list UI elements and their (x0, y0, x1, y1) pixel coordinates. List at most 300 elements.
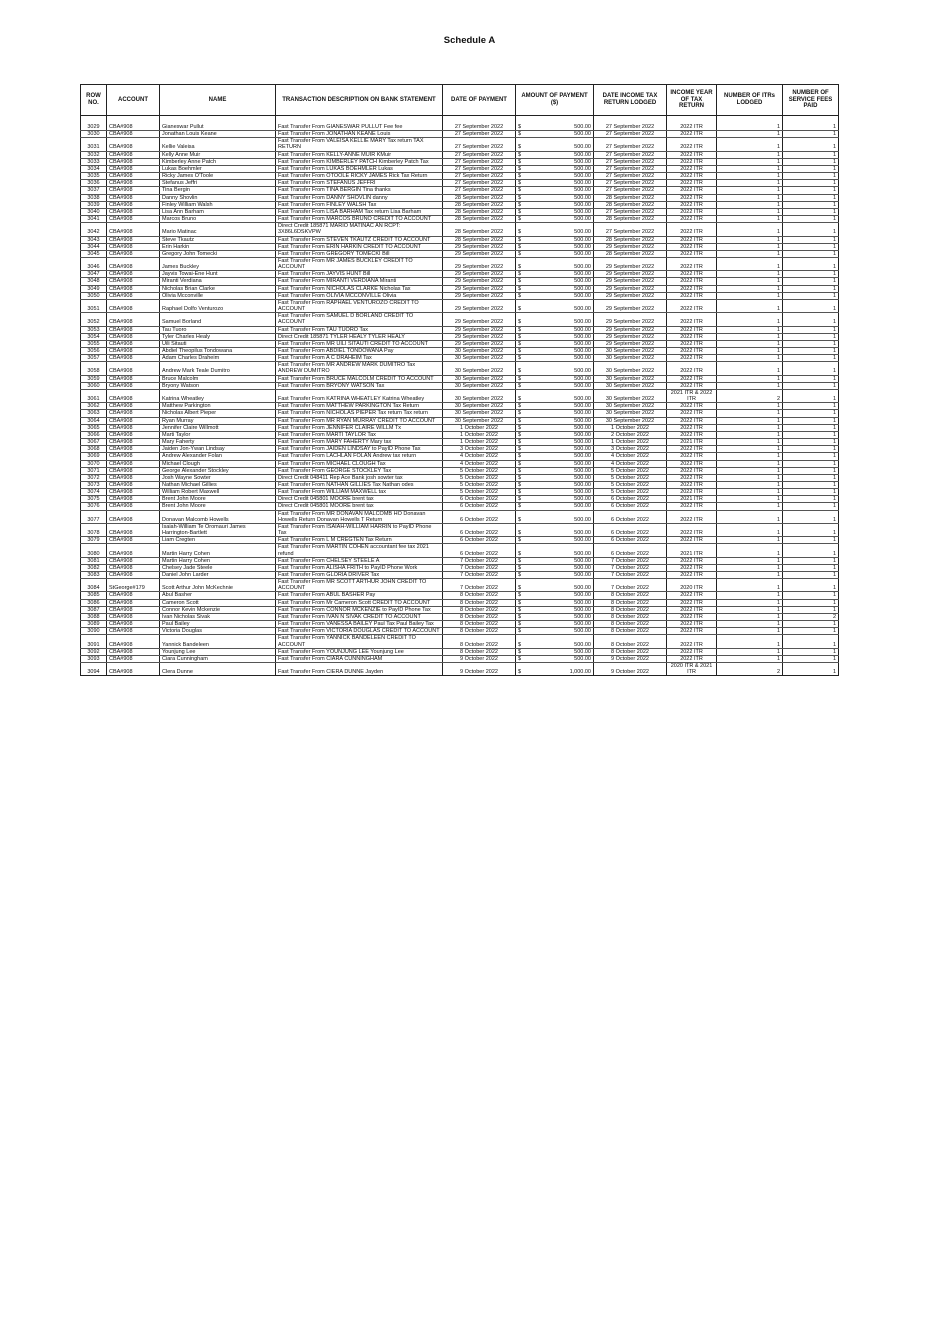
table-row (81, 151, 839, 158)
cell-date-of-payment: 27 September 2022 (443, 187, 516, 194)
cell-row-no: 3060 (81, 382, 107, 389)
table-row (81, 194, 839, 201)
cell-row-no: 3091 (81, 635, 107, 648)
cell-service-fees: 1 (783, 467, 839, 474)
cell-date-lodged: 29 September 2022 (594, 333, 667, 340)
cell-account: CBA#908 (107, 151, 160, 158)
cell-date-lodged: 5 October 2022 (594, 489, 667, 496)
cell-row-no: 3067 (81, 439, 107, 446)
cell-income-year: 2022 ITR (667, 124, 717, 131)
table-row (81, 313, 839, 326)
cell-account: CBA#908 (107, 173, 160, 180)
cell-date-lodged: 7 October 2022 (594, 557, 667, 564)
cell-row-no: 3029 (81, 124, 107, 131)
cell-date-lodged: 5 October 2022 (594, 481, 667, 488)
cell-amount (516, 375, 594, 382)
cell-date-lodged: 28 September 2022 (594, 236, 667, 243)
cell-name: James Buckley (160, 257, 276, 270)
cell-account: CBA#908 (107, 572, 160, 579)
cell-service-fees: 1 (783, 271, 839, 278)
table-row (81, 564, 839, 571)
cell-row-no: 3054 (81, 333, 107, 340)
cell-date-of-payment: 6 October 2022 (443, 523, 516, 536)
cell-name: Nicholas Brian Clarke (160, 285, 276, 292)
cell-name: Jonathan Louis Keane (160, 131, 276, 138)
cell-row-no: 3043 (81, 236, 107, 243)
cell-amount (516, 389, 594, 402)
cell-date-of-payment: 7 October 2022 (443, 572, 516, 579)
cell-date-of-payment: 29 September 2022 (443, 271, 516, 278)
cell-row-no: 3037 (81, 187, 107, 194)
amount-value: 500.00 (574, 250, 591, 257)
cell-itrs-lodged: 1 (717, 635, 783, 648)
cell-row-no: 3039 (81, 201, 107, 208)
table-row (81, 439, 839, 446)
currency-symbol: $ (518, 151, 522, 158)
cell-account: CBA#908 (107, 621, 160, 628)
table-row (81, 613, 839, 620)
cell-date-lodged: 30 September 2022 (594, 362, 667, 375)
cell-itrs-lodged: 1 (717, 187, 783, 194)
cell-date-of-payment: 5 October 2022 (443, 489, 516, 496)
table-row (81, 375, 839, 382)
cell-income-year: 2022 ITR (667, 481, 717, 488)
cell-service-fees: 1 (783, 257, 839, 270)
currency-symbol: $ (518, 585, 522, 592)
cell-service-fees: 1 (783, 599, 839, 606)
cell-service-fees: 1 (783, 557, 839, 564)
cell-itrs-lodged: 1 (717, 362, 783, 375)
table-row (81, 187, 839, 194)
cell-row-no: 3041 (81, 216, 107, 223)
cell-name: Lukas Boehmler (160, 165, 276, 172)
cell-description: Fast Transfer From CIARA CUNNINGHAM (276, 655, 443, 662)
cell-income-year: 2022 ITR (667, 503, 717, 510)
cell-itrs-lodged: 1 (717, 453, 783, 460)
cell-description: Fast Transfer From MARTI TAYLOR Tax (276, 431, 443, 438)
cell-date-of-payment: 29 September 2022 (443, 299, 516, 312)
cell-income-year: 2022 ITR (667, 460, 717, 467)
table-row (81, 278, 839, 285)
cell-service-fees: 1 (783, 635, 839, 648)
cell-itrs-lodged: 1 (717, 201, 783, 208)
cell-date-lodged: 8 October 2022 (594, 592, 667, 599)
cell-income-year: 2022 ITR (667, 362, 717, 375)
cell-name: Samuel Borland (160, 313, 276, 326)
table-row (81, 523, 839, 536)
cell-date-of-payment: 29 September 2022 (443, 333, 516, 340)
cell-description: Fast Transfer From MARY FAHERTY Mary tax (276, 439, 443, 446)
cell-service-fees: 1 (783, 537, 839, 544)
amount-value: 500.00 (574, 285, 591, 292)
cell-account: CBA#908 (107, 655, 160, 662)
cell-description: Fast Transfer From ERIN HARKIN CREDIT TO ACCOUNT (276, 243, 443, 250)
cell-name: Victoria Douglas (160, 628, 276, 635)
header-description: TRANSACTION DESCRIPTION ON BANK STATEMENT (276, 85, 443, 116)
currency-symbol: $ (518, 194, 522, 201)
cell-service-fees: 1 (783, 340, 839, 347)
cell-row-no: 3077 (81, 510, 107, 523)
amount-value: 500.00 (574, 489, 591, 496)
cell-date-lodged: 29 September 2022 (594, 278, 667, 285)
cell-amount (516, 510, 594, 523)
cell-service-fees: 1 (783, 243, 839, 250)
cell-amount (516, 599, 594, 606)
cell-name: Mary Faherty (160, 439, 276, 446)
cell-account: CBA#908 (107, 613, 160, 620)
cell-date-of-payment: 27 September 2022 (443, 131, 516, 138)
cell-itrs-lodged: 1 (717, 579, 783, 592)
cell-row-no: 3066 (81, 431, 107, 438)
cell-description: Fast Transfer From VANESSA BAILEY Paul Tax Paul Bailey Tax (276, 621, 443, 628)
cell-name: Brent John Moore (160, 503, 276, 510)
cell-income-year: 2022 ITR (667, 165, 717, 172)
amount-value: 1,000.00 (569, 669, 591, 676)
table-row (81, 544, 839, 557)
cell-row-no: 3092 (81, 648, 107, 655)
cell-income-year: 2022 ITR (667, 208, 717, 215)
cell-service-fees: 1 (783, 201, 839, 208)
amount-value: 500.00 (574, 530, 591, 537)
cell-income-year: 2022 ITR (667, 599, 717, 606)
table-row (81, 180, 839, 187)
currency-symbol: $ (518, 271, 522, 278)
cell-date-lodged: 8 October 2022 (594, 613, 667, 620)
cell-date-lodged: 8 October 2022 (594, 606, 667, 613)
amount-value: 500.00 (574, 564, 591, 571)
cell-row-no: 3076 (81, 503, 107, 510)
cell-itrs-lodged: 1 (717, 537, 783, 544)
cell-row-no: 3051 (81, 299, 107, 312)
cell-description: Direct Credit 048411 Rep Ace Bank josh sowter tax (276, 474, 443, 481)
cell-amount (516, 223, 594, 236)
table-row (81, 389, 839, 402)
cell-description: Fast Transfer From STEFANUS JEFFRI (276, 180, 443, 187)
cell-name: Martin Harry Cohen (160, 557, 276, 564)
cell-amount (516, 165, 594, 172)
cell-row-no: 3032 (81, 151, 107, 158)
cell-service-fees: 2 (783, 613, 839, 620)
currency-symbol: $ (518, 564, 522, 571)
currency-symbol: $ (518, 285, 522, 292)
cell-date-lodged: 29 September 2022 (594, 285, 667, 292)
cell-description: Fast Transfer From ALISHA FRITH to PayID Phone Work (276, 564, 443, 571)
cell-row-no: 3071 (81, 467, 107, 474)
currency-symbol: $ (518, 537, 522, 544)
cell-amount (516, 467, 594, 474)
cell-date-lodged: 27 September 2022 (594, 151, 667, 158)
amount-value: 500.00 (574, 424, 591, 431)
cell-income-year: 2022 ITR (667, 138, 717, 151)
cell-row-no: 3064 (81, 417, 107, 424)
cell-date-lodged: 6 October 2022 (594, 510, 667, 523)
header-date-of-payment: DATE OF PAYMENT (443, 85, 516, 116)
cell-amount (516, 362, 594, 375)
cell-service-fees: 1 (783, 628, 839, 635)
cell-date-lodged: 6 October 2022 (594, 523, 667, 536)
cell-income-year: 2022 ITR (667, 250, 717, 257)
cell-name: William Robert Maxwell (160, 489, 276, 496)
cell-itrs-lodged: 1 (717, 431, 783, 438)
cell-income-year: 2022 ITR (667, 223, 717, 236)
cell-service-fees: 1 (783, 299, 839, 312)
amount-value: 500.00 (574, 319, 591, 326)
amount-value: 500.00 (574, 292, 591, 299)
cell-itrs-lodged: 1 (717, 606, 783, 613)
cell-amount (516, 250, 594, 257)
cell-date-of-payment: 27 September 2022 (443, 151, 516, 158)
cell-itrs-lodged: 1 (717, 180, 783, 187)
cell-amount (516, 424, 594, 431)
cell-description: Fast Transfer From MR ANDREW MARK DUMITRO Tax ANDREW DUMITRO (276, 362, 443, 375)
amount-value: 500.00 (574, 572, 591, 578)
cell-date-lodged: 29 September 2022 (594, 257, 667, 270)
cell-account: CBA#908 (107, 278, 160, 285)
cell-service-fees: 1 (783, 124, 839, 131)
table-row (81, 165, 839, 172)
cell-income-year: 2020 ITR & 2021 ITR (667, 663, 717, 676)
cell-income-year: 2022 ITR (667, 299, 717, 312)
cell-account: CBA#908 (107, 481, 160, 488)
cell-income-year: 2021 ITR (667, 496, 717, 503)
cell-amount (516, 131, 594, 138)
cell-date-lodged: 27 September 2022 (594, 131, 667, 138)
cell-name: Paul Bailey (160, 621, 276, 628)
cell-service-fees: 1 (783, 158, 839, 165)
cell-date-of-payment: 29 September 2022 (443, 243, 516, 250)
cell-account: CBA#908 (107, 208, 160, 215)
table-row (81, 340, 839, 347)
cell-date-of-payment: 27 September 2022 (443, 180, 516, 187)
spacer-row (81, 116, 839, 125)
cell-name: Kimberley Anne Patch (160, 158, 276, 165)
cell-service-fees: 1 (783, 489, 839, 496)
cell-itrs-lodged: 1 (717, 628, 783, 635)
cell-date-lodged: 27 September 2022 (594, 165, 667, 172)
cell-income-year: 2022 ITR (667, 446, 717, 453)
cell-itrs-lodged: 1 (717, 333, 783, 340)
cell-income-year: 2022 ITR (667, 313, 717, 326)
cell-income-year: 2022 ITR (667, 173, 717, 180)
cell-service-fees: 1 (783, 503, 839, 510)
cell-date-lodged: 27 September 2022 (594, 173, 667, 180)
cell-itrs-lodged: 1 (717, 424, 783, 431)
currency-symbol: $ (518, 348, 522, 354)
cell-service-fees: 1 (783, 173, 839, 180)
cell-date-of-payment: 9 October 2022 (443, 663, 516, 676)
table-row (81, 173, 839, 180)
amount-value: 500.00 (574, 180, 591, 187)
table-row (81, 131, 839, 138)
table-row (81, 355, 839, 362)
cell-income-year: 2022 ITR (667, 557, 717, 564)
cell-account: CBA#908 (107, 326, 160, 333)
cell-account: CBA#908 (107, 564, 160, 571)
table-row (81, 663, 839, 676)
cell-itrs-lodged: 1 (717, 173, 783, 180)
cell-amount (516, 579, 594, 592)
cell-name: Michael Clough (160, 460, 276, 467)
cell-date-of-payment: 27 September 2022 (443, 124, 516, 131)
table-row (81, 201, 839, 208)
cell-itrs-lodged: 1 (717, 285, 783, 292)
amount-value: 500.00 (574, 368, 591, 375)
cell-account: CBA#908 (107, 250, 160, 257)
cell-date-lodged: 27 September 2022 (594, 208, 667, 215)
cell-account: CBA#908 (107, 299, 160, 312)
cell-income-year: 2022 ITR (667, 278, 717, 285)
currency-symbol: $ (518, 431, 522, 438)
cell-description: Fast Transfer From CONNOR MCKENZIE to PayID Phone Tax (276, 606, 443, 613)
cell-date-of-payment: 6 October 2022 (443, 537, 516, 544)
cell-description: Fast Transfer From MATTHEW PARKINGTON Tax Return (276, 403, 443, 410)
cell-itrs-lodged: 1 (717, 375, 783, 382)
cell-date-of-payment: 29 September 2022 (443, 292, 516, 299)
amount-value: 500.00 (574, 375, 591, 382)
amount-value: 500.00 (574, 613, 591, 620)
cell-name: Ryan Murray (160, 417, 276, 424)
cell-amount (516, 537, 594, 544)
cell-service-fees: 1 (783, 544, 839, 557)
cell-name: Miranti Verdiana (160, 278, 276, 285)
cell-date-lodged: 9 October 2022 (594, 663, 667, 676)
cell-description: Fast Transfer From GIANESWAR PULLUT Fee fee (276, 124, 443, 131)
cell-date-of-payment: 5 October 2022 (443, 481, 516, 488)
cell-service-fees: 1 (783, 606, 839, 613)
table-row (81, 446, 839, 453)
cell-row-no: 3086 (81, 599, 107, 606)
amount-value: 500.00 (574, 599, 591, 606)
amount-value: 500.00 (574, 396, 591, 403)
cell-date-lodged: 9 October 2022 (594, 655, 667, 662)
cell-description: Fast Transfer From KATRINA WHEATLEY Katrina Wheatley (276, 389, 443, 402)
cell-row-no: 3088 (81, 613, 107, 620)
table-row (81, 223, 839, 236)
currency-symbol: $ (518, 165, 522, 172)
cell-itrs-lodged: 1 (717, 271, 783, 278)
amount-value: 500.00 (574, 333, 591, 340)
cell-itrs-lodged: 1 (717, 523, 783, 536)
currency-symbol: $ (518, 236, 522, 243)
cell-amount (516, 326, 594, 333)
cell-service-fees: 1 (783, 564, 839, 571)
cell-description: Direct Credit 045801 MOORE brent tax (276, 496, 443, 503)
currency-symbol: $ (518, 439, 522, 446)
header-service-fees: NUMBER OF SERVICE FEES PAID (783, 85, 839, 116)
amount-value: 500.00 (574, 158, 591, 165)
cell-date-of-payment: 7 October 2022 (443, 557, 516, 564)
header-income-year: INCOME YEAR OF TAX RETURN (667, 85, 717, 116)
table-row (81, 460, 839, 467)
cell-date-lodged: 27 September 2022 (594, 124, 667, 131)
cell-service-fees: 1 (783, 474, 839, 481)
cell-name: Abdiel Theopilus Tondowana (160, 348, 276, 355)
cell-name: Clera Dunne (160, 663, 276, 676)
cell-income-year: 2022 ITR (667, 537, 717, 544)
cell-service-fees: 1 (783, 292, 839, 299)
cell-date-of-payment: 28 September 2022 (443, 201, 516, 208)
cell-name: Finley William Walsh (160, 201, 276, 208)
currency-symbol: $ (518, 628, 522, 635)
cell-date-of-payment: 30 September 2022 (443, 362, 516, 375)
currency-symbol: $ (518, 250, 522, 257)
cell-service-fees: 1 (783, 460, 839, 467)
cell-date-of-payment: 6 October 2022 (443, 496, 516, 503)
cell-amount (516, 201, 594, 208)
cell-description: Fast Transfer From BRYONY WATSON Tax (276, 382, 443, 389)
table-body (81, 116, 839, 676)
amount-value: 500.00 (574, 144, 591, 151)
amount-value: 500.00 (574, 585, 591, 592)
cell-service-fees: 1 (783, 592, 839, 599)
cell-itrs-lodged: 1 (717, 474, 783, 481)
cell-row-no: 3075 (81, 496, 107, 503)
cell-date-lodged: 27 September 2022 (594, 138, 667, 151)
cell-row-no: 3045 (81, 250, 107, 257)
cell-income-year: 2022 ITR (667, 340, 717, 347)
currency-symbol: $ (518, 319, 522, 326)
cell-name: Stefanus Jeffri (160, 180, 276, 187)
cell-row-no: 3087 (81, 606, 107, 613)
cell-date-of-payment: 8 October 2022 (443, 613, 516, 620)
cell-itrs-lodged: 1 (717, 503, 783, 510)
cell-date-of-payment: 8 October 2022 (443, 628, 516, 635)
cell-itrs-lodged: 1 (717, 446, 783, 453)
cell-row-no: 3072 (81, 474, 107, 481)
cell-account: CBA#908 (107, 333, 160, 340)
cell-account: CBA#908 (107, 131, 160, 138)
currency-symbol: $ (518, 424, 522, 431)
cell-description: Fast Transfer From LUKAS BOEHMLER Lukas (276, 165, 443, 172)
cell-itrs-lodged: 1 (717, 299, 783, 312)
cell-account: CBA#908 (107, 453, 160, 460)
cell-date-of-payment: 8 October 2022 (443, 621, 516, 628)
cell-income-year: 2022 ITR (667, 621, 717, 628)
cell-row-no: 3056 (81, 348, 107, 355)
table-row (81, 382, 839, 389)
cell-name: Marcos Bruno (160, 216, 276, 223)
cell-itrs-lodged: 1 (717, 489, 783, 496)
cell-date-lodged: 28 September 2022 (594, 250, 667, 257)
cell-amount (516, 481, 594, 488)
cell-itrs-lodged: 1 (717, 481, 783, 488)
currency-symbol: $ (518, 340, 522, 347)
cell-income-year: 2022 ITR (667, 257, 717, 270)
cell-service-fees: 1 (783, 348, 839, 355)
cell-amount (516, 564, 594, 571)
cell-description: Fast Transfer From MR DONAVAN MALCOMB HO Donavan Howells Return Donavan Howells T Return (276, 510, 443, 523)
table-row (81, 243, 839, 250)
cell-service-fees: 1 (783, 362, 839, 375)
cell-account: CBA#908 (107, 389, 160, 402)
cell-amount (516, 403, 594, 410)
cell-service-fees: 1 (783, 187, 839, 194)
cell-itrs-lodged: 1 (717, 250, 783, 257)
cell-description: Fast Transfer From JONATHAN KEANE Louis (276, 131, 443, 138)
currency-symbol: $ (518, 306, 522, 313)
cell-service-fees: 1 (783, 453, 839, 460)
amount-value: 500.00 (574, 606, 591, 613)
cell-service-fees: 1 (783, 572, 839, 579)
amount-value: 500.00 (574, 243, 591, 250)
cell-name: Gianeswar Pullut (160, 124, 276, 131)
cell-itrs-lodged: 1 (717, 557, 783, 564)
cell-account: CBA#908 (107, 257, 160, 270)
cell-date-lodged: 6 October 2022 (594, 544, 667, 557)
cell-income-year: 2022 ITR (667, 453, 717, 460)
currency-symbol: $ (518, 453, 522, 460)
cell-amount (516, 299, 594, 312)
